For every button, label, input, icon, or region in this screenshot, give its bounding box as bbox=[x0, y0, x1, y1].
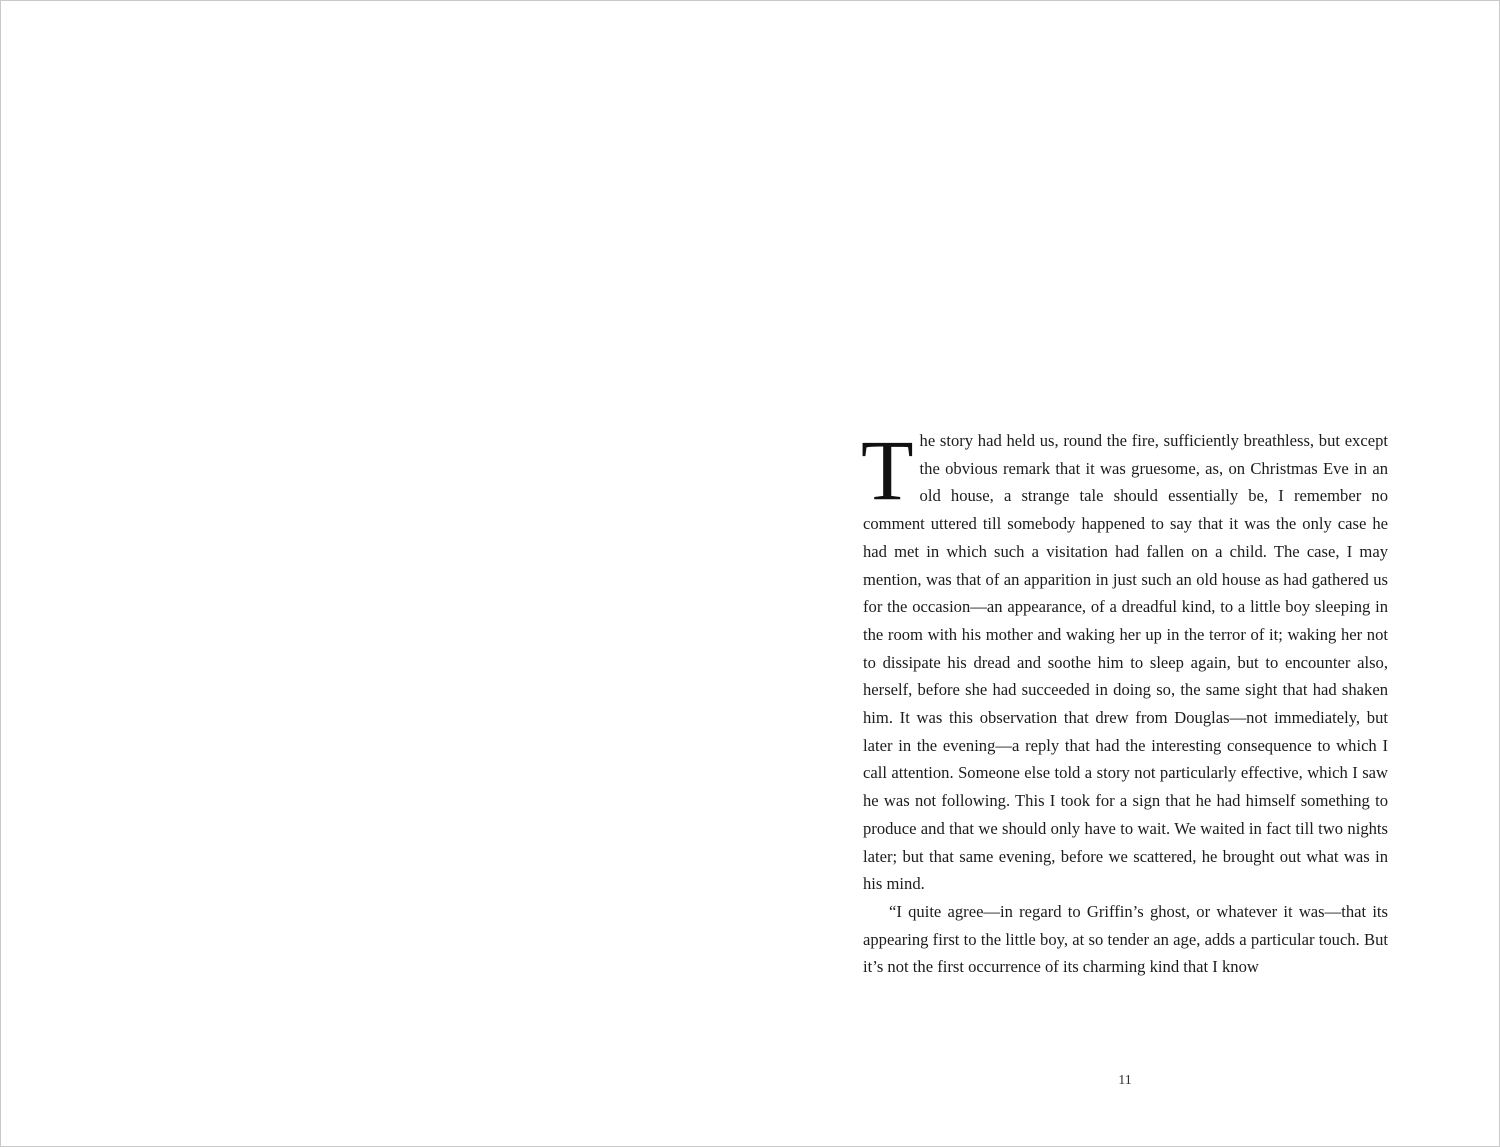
right-page bbox=[751, 1, 1499, 1146]
paragraph-1 bbox=[861, 422, 1388, 898]
paragraph-1-text: he story had held us, round the fire, sufficiently breathless, but except the obvious remark that it was gruesome, as, on Christmas Eve in an old house, a strange tale should essentially be, I remember no comment uttered till somebody happened to say that it was the only case he had met in which such a visitation had fallen on a child. The case, I may mention, was that of an apparition in just such an old house as had gathered us for the occasion—an appearance, of a dreadful kind, to a little boy sleeping in the room with his mother and waking her up in the terror of it; waking her not to dissipate his dread and soothe him to sleep again, but to encounter also, herself, before she had succeeded in doing so, the same sight that had shaken him. It was this observation that drew from Douglas—not immediately, but later in the evening—a reply that had the interesting consequence to which I call attention. Someone else told a story not particularly effective, which I saw he was not following. This I took for a sign that he had himself something to produce and that we should only have to wait. We waited in fact till two nights later; but that same evening, before we scattered, he brought out what was in his mind. bbox=[863, 431, 1388, 894]
left-page-blank bbox=[1, 1, 751, 1146]
paragraph-2: “I quite agree—in regard to Griffin’s ghost, or whatever it was—that its appearing first to the little boy, at so tender an age, adds a particular touch. But it’s not the first occurrence of its charming kind that I know bbox=[863, 901, 1388, 977]
page-number-text: 11 bbox=[1118, 1073, 1132, 1088]
body-text bbox=[861, 422, 1388, 981]
drop-cap: T bbox=[861, 422, 914, 518]
page-number bbox=[751, 1073, 1499, 1089]
